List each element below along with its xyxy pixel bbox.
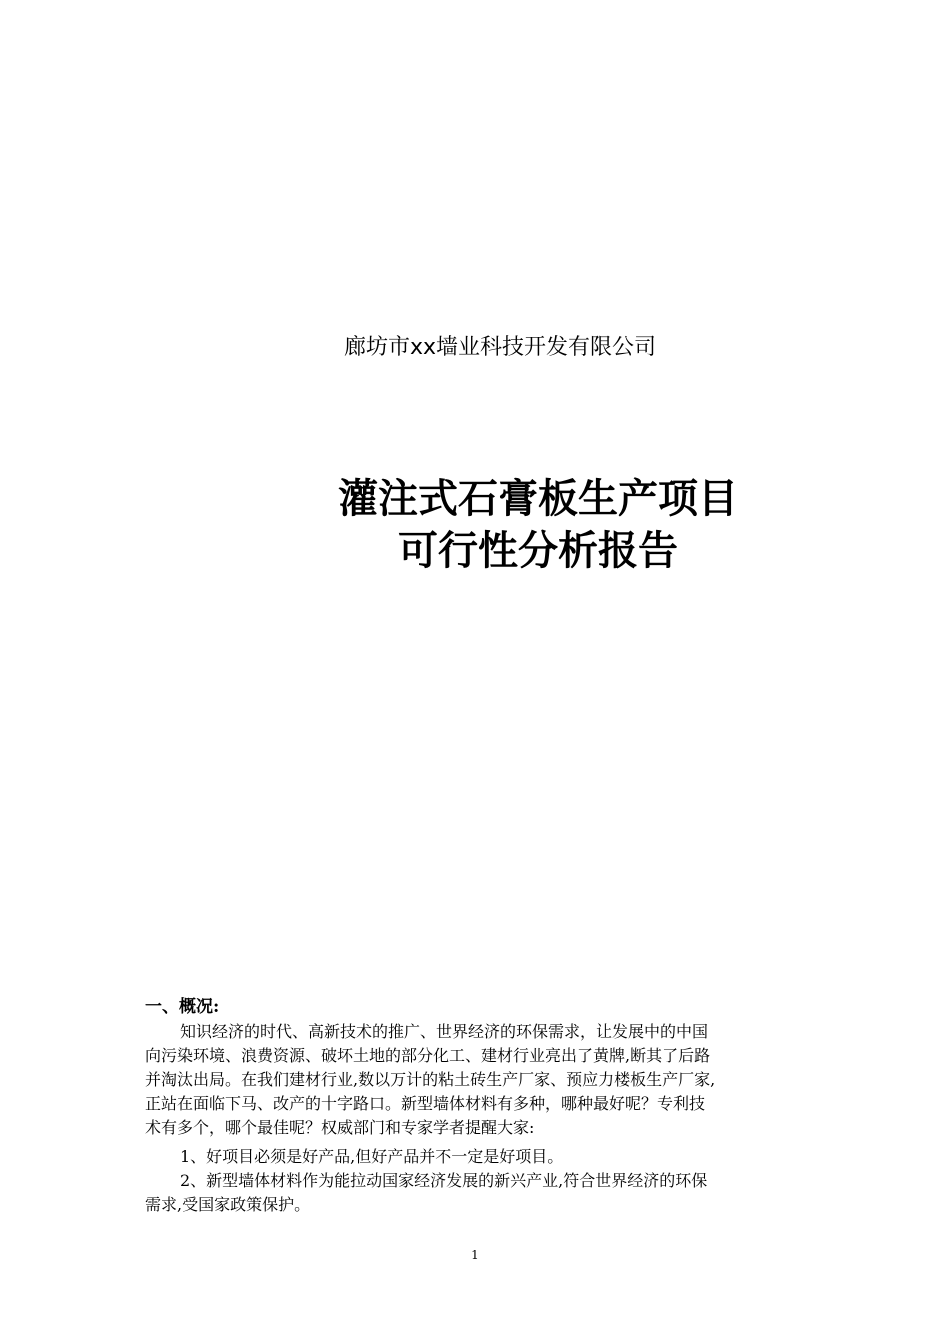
paragraph-line: 并淘汰出局。在我们建材行业,数以万计的粘土砖生产厂家、预应力楼板生产厂家, [145, 1070, 716, 1089]
paragraph-line: 知识经济的时代、高新技术的推广、世界经济的环保需求，让发展中的中国 [180, 1022, 709, 1041]
list-item-1 [145, 1145, 809, 1169]
paragraph-line: 术有多个，哪个最佳呢？权威部门和专家学者提醒大家: [145, 1118, 535, 1137]
section-heading: 一、概况: [145, 997, 220, 1017]
report-title-line-2: 可行性分析报告 [398, 528, 678, 574]
list-item-2 [145, 1169, 809, 1217]
report-title-line-1: 灌注式石膏板生产项目 [338, 476, 738, 522]
list-item-text: 1、好项目必须是好产品,但好产品并不一定是好项目。 [180, 1147, 564, 1166]
page-number: 1 [471, 1248, 479, 1262]
paragraph-line: 向污染环境、浪费资源、破坏土地的部分化工、建材行业亮出了黄牌,断其了后路 [145, 1046, 711, 1065]
company-name: 廊坊市xx墙业科技开发有限公司 [343, 335, 657, 360]
list-item-text: 2、新型墙体材料作为能拉动国家经济发展的新兴产业,符合世界经济的环保 [180, 1171, 708, 1190]
paragraph-line: 正站在面临下马、改产的十字路口。新型墙体材料有多种，哪种最好呢？专利技 [145, 1094, 706, 1113]
overview-paragraph [145, 1020, 809, 1140]
list-item-text: 需求,受国家政策保护。 [145, 1195, 311, 1214]
